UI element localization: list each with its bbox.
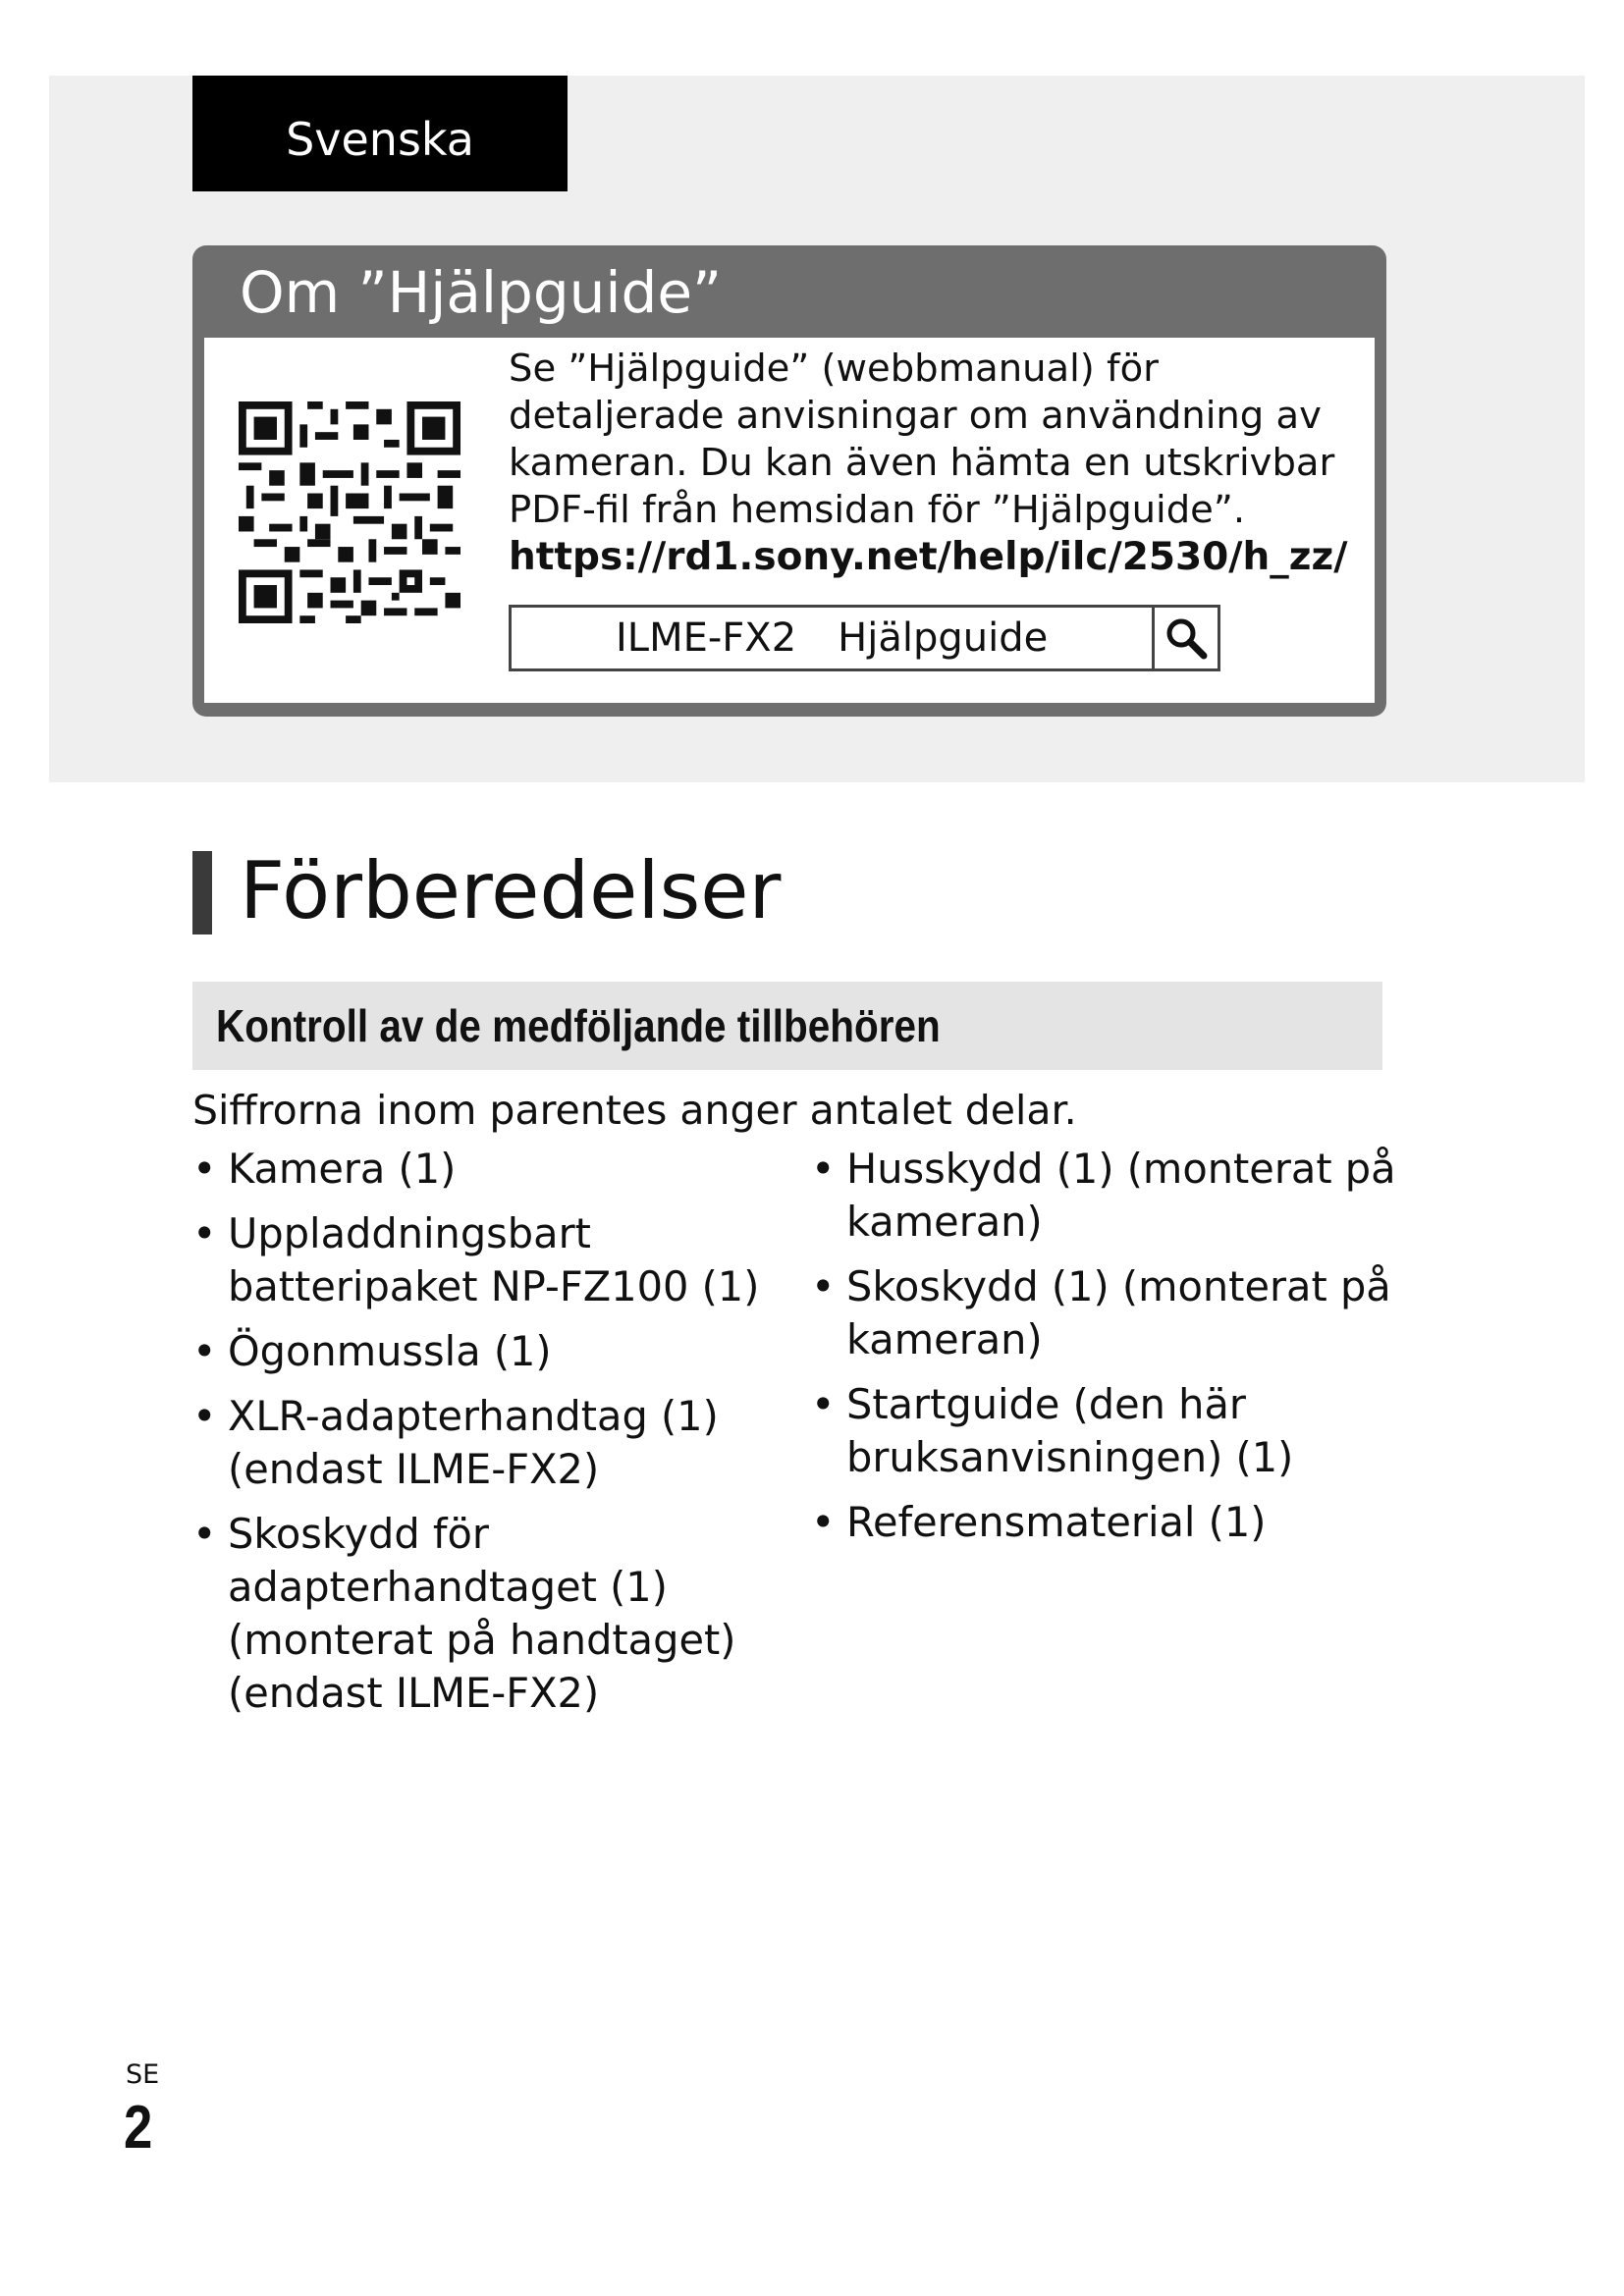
help-guide-box <box>192 245 1386 717</box>
list-item: • Referensmaterial (1) <box>811 1496 1400 1549</box>
list-item: • XLR-adapterhandtag (1) (endast ILME-FX2) <box>192 1390 738 1496</box>
qr-code-icon[interactable] <box>239 401 460 623</box>
list-item: • Ögonmussla (1) <box>192 1325 782 1378</box>
section-title: Förberedelser <box>240 845 782 936</box>
page-number: 2 <box>124 2094 153 2162</box>
accessory-list-right <box>811 1143 1400 1561</box>
language-tab <box>192 76 568 191</box>
page-language-code: SE <box>126 2059 160 2090</box>
search-field[interactable] <box>509 605 1155 671</box>
list-item: • Skoskydd (1) (monterat på kameran) <box>811 1260 1396 1366</box>
subheading-band <box>192 982 1382 1070</box>
help-guide-url[interactable]: https://rd1.sony.net/help/ilc/2530/h_zz/ <box>509 535 1348 579</box>
search-term: Hjälpguide <box>838 615 1049 661</box>
help-guide-description: Se ”Hjälpguide” (webbmanual) för detaljerade anvisningar om användning av kameran. Du kan även hämta en utskrivbar PDF-fil från hemsidan för ”Hjälpguide”. <box>509 347 1335 532</box>
list-item: • Skoskydd för adapterhandtaget (1) (monterat på handtaget) (endast ILME-FX2) <box>192 1508 738 1720</box>
magnifier-icon <box>1164 615 1209 661</box>
accessory-list-left <box>192 1143 782 1732</box>
subheading: Kontroll av de medföljande tillbehören <box>216 1000 941 1051</box>
help-guide-body <box>204 338 1375 703</box>
list-item: • Uppladdningsbart batteripaket NP-FZ100 (1) <box>192 1207 778 1313</box>
list-item: • Husskydd (1) (monterat på kameran) <box>811 1143 1396 1249</box>
intro-text: Siffrorna inom parentes anger antalet delar. <box>192 1087 1077 1134</box>
help-guide-title: Om ”Hjälpguide” <box>240 259 723 326</box>
language-label: Svenska <box>286 113 474 166</box>
list-item: • Kamera (1) <box>192 1143 782 1196</box>
search-model: ILME-FX2 <box>616 615 797 661</box>
section-marker <box>192 851 212 934</box>
search-button[interactable] <box>1152 605 1220 671</box>
list-item: • Startguide (den här bruksanvisningen) (1) <box>811 1378 1318 1484</box>
